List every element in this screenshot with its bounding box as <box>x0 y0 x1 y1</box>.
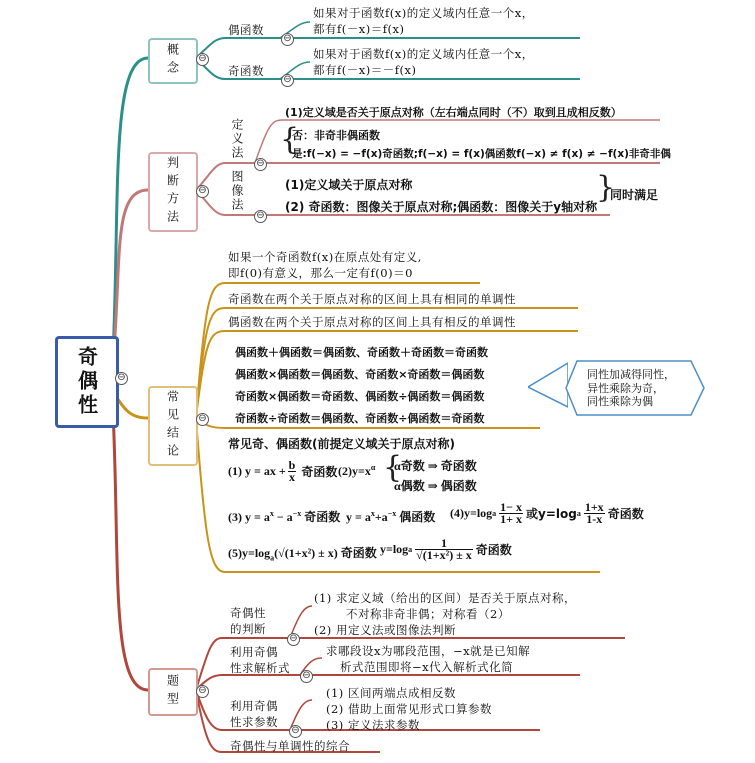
formula-3-type: 奇函数 <box>304 510 341 524</box>
formula-5b-type: 奇函数 <box>475 543 512 557</box>
concept-odd-line1: 如果对于函数f(x)的定义域内任意一个x， <box>313 47 534 61</box>
definition-no: 否：非奇非偶函数 <box>292 129 380 142</box>
formula-5-sub: a <box>270 553 275 563</box>
formula-1-den: x <box>289 470 296 484</box>
definition-condition: (1)定义域是否关于原点对称（左右端点同时（不）取到且成相反数） <box>285 106 622 119</box>
concept-even-label: 偶函数 <box>228 23 264 37</box>
judge-collapse-icon[interactable]: ⊖ <box>287 633 300 646</box>
odd-monotonic: 奇函数在两个关于原点对称的区间上具有相同的单调性 <box>228 292 516 306</box>
concept-odd-collapse-icon[interactable]: ⊖ <box>281 74 294 87</box>
formula-5b-prefix: y=log <box>380 542 409 556</box>
conclusions-node[interactable] <box>148 386 198 466</box>
formula-3b-type: 偶函数 <box>399 510 436 524</box>
formula-5-arg: (√(1+x²) ± x) <box>274 546 338 560</box>
formula-2-exp: α <box>370 463 376 472</box>
conclusions-label: 常见结论 <box>165 390 180 462</box>
method-definition-collapse-icon[interactable]: ⊖ <box>254 158 267 171</box>
expr-label1: 利用奇偶 <box>230 645 278 659</box>
op-rule-1: 偶函数＋偶函数＝偶函数、奇函数＋奇函数＝奇函数 <box>235 346 488 359</box>
formula-3-exp1: x <box>269 509 274 518</box>
formula-4 <box>450 502 644 525</box>
expr-text2: 析式范围即将−x代入解析式化简 <box>340 660 514 674</box>
callout-box <box>565 360 705 416</box>
even-monotonic: 偶函数在两个关于原点对称的区间上具有相反的单调性 <box>228 315 516 329</box>
definition-brace: { <box>280 122 300 157</box>
concept-odd-line2: 都有f(－x)＝－f(x) <box>313 63 417 77</box>
formula-2-brace: { <box>383 450 403 485</box>
concept-even-line2: 都有f(－x)＝f(x) <box>313 22 405 36</box>
formula-5b-sub: a <box>408 545 413 554</box>
conclusions-collapse-icon[interactable]: ⊖ <box>196 413 209 426</box>
expr-text1: 求哪段设x为哪段范围，−x就是已知解 <box>326 644 531 658</box>
methods-collapse-icon[interactable]: ⊖ <box>196 185 209 198</box>
expr-label2: 性求解析式 <box>230 661 290 675</box>
formula-4-den: 1+ x <box>500 512 523 526</box>
formula-5 <box>228 544 377 562</box>
definition-yes: 是:f(−x) = −f(x)奇函数;f(−x) = f(x)偶函数f(−x) ≠ f(x) ≠ −f(x)非奇非偶 <box>292 148 671 160</box>
problems-node[interactable] <box>148 668 198 716</box>
formula-3b-mid: +a <box>374 510 388 524</box>
root-collapse-icon[interactable]: ⊖ <box>115 372 128 385</box>
param-label2: 性求参数 <box>230 715 278 729</box>
concept-node[interactable] <box>148 38 198 84</box>
combined-topic: 奇偶性与单调性的综合 <box>230 739 350 753</box>
formula-3 <box>228 508 340 525</box>
graph-both: 同时满足 <box>610 188 659 202</box>
param-collapse-icon[interactable]: ⊖ <box>289 725 302 738</box>
formula-3b-exp2: −x <box>387 509 397 518</box>
formula-2-case2: α偶数 ⇒ 偶函数 <box>394 479 477 493</box>
formula-4-den2: 1-x <box>586 512 603 526</box>
formula-3b-a: y = a <box>346 510 371 524</box>
formula-5-prefix: (5)y=log <box>228 546 271 560</box>
formula-3-exp2: −x <box>292 509 302 518</box>
graph-item1: (1)定义域关于原点对称 <box>285 178 413 192</box>
formula-3b <box>346 508 435 525</box>
callout-line3: 同性乘除为偶 <box>587 395 653 408</box>
param-step3: (3) 定义法求参数 <box>326 718 420 732</box>
formula-1 <box>228 460 337 483</box>
methods-node[interactable] <box>148 152 198 232</box>
concept-odd-label: 奇函数 <box>228 64 264 78</box>
root-node[interactable] <box>55 336 119 428</box>
problems-label: 题型 <box>165 674 180 710</box>
formula-2 <box>338 463 375 479</box>
callout-pointer <box>528 355 568 415</box>
problems-collapse-icon[interactable]: ⊖ <box>196 685 209 698</box>
root-title: 奇偶性 <box>74 346 99 418</box>
formula-4-num2: 1+x <box>584 500 604 514</box>
op-rule-3: 奇函数×偶函数＝奇函数、偶函数÷偶函数＝偶函数 <box>235 390 485 403</box>
origin-line1: 如果一个奇函数f(x)在原点处有定义, <box>228 250 422 264</box>
formula-1-prefix: (1) y = ax + <box>228 464 286 478</box>
param-label1: 利用奇偶 <box>230 699 278 713</box>
formula-5-type: 奇函数 <box>340 546 377 560</box>
formula-5b-den: √(1+x²) ± x <box>416 548 472 562</box>
op-rule-4: 奇函数÷奇函数＝偶函数、奇函数÷偶函数＝奇函数 <box>235 412 485 425</box>
formula-5b-num: 1 <box>415 538 473 550</box>
expr-collapse-icon[interactable]: ⊖ <box>300 670 313 683</box>
graph-brace: } <box>596 170 616 205</box>
formula-3b-exp1: x <box>370 509 375 518</box>
method-graph-collapse-icon[interactable]: ⊖ <box>254 210 267 223</box>
param-step2: (2) 借助上面常见形式口算参数 <box>326 702 492 716</box>
judge-label2: 的判断 <box>230 622 266 636</box>
callout-line1: 同性加减得同性， <box>587 368 675 381</box>
origin-line2: 即f(0)有意义，那么一定有f(0)＝0 <box>228 266 413 280</box>
judge-label1: 奇偶性 <box>230 606 266 620</box>
judge-step1a: (1) 求定义域（给出的区间）是否关于原点对称， <box>314 591 576 605</box>
formula-1-num: b <box>288 458 296 472</box>
formula-3-mid: − a <box>273 510 293 524</box>
method-graph-label: 图像法 <box>230 170 244 212</box>
concept-label: 概念 <box>165 43 180 79</box>
judge-step1b: 不对称非奇非偶；对称看（2） <box>346 607 510 621</box>
callout-line2: 异性乘除为奇， <box>587 381 664 395</box>
branch-line-concept <box>113 58 148 356</box>
formula-4-type: 奇函数 <box>607 507 644 521</box>
concept-even-line1: 如果对于函数f(x)的定义域内任意一个x， <box>313 6 534 20</box>
formula-2-prefix: (2)y=x <box>338 464 371 478</box>
formula-2-case1: α奇数 ⇒ 奇函数 <box>394 459 477 473</box>
formula-4-num: 1− x <box>500 500 523 514</box>
branch-line-problems <box>113 412 148 690</box>
formula-4-prefix: (4)y=log <box>450 506 493 520</box>
param-step1: (1) 区间两端点成相反数 <box>326 686 456 700</box>
concept-collapse-icon[interactable]: ⊖ <box>196 53 209 66</box>
common-title: 常见奇、偶函数(前提定义域关于原点对称) <box>228 437 455 451</box>
op-rule-2: 偶函数×偶函数＝偶函数、奇函数×奇函数＝偶函数 <box>235 368 485 381</box>
formula-5b <box>380 538 512 561</box>
methods-label: 判断方法 <box>165 156 180 228</box>
formula-4-sub2: a <box>576 509 581 518</box>
formula-4-sub: a <box>492 509 497 518</box>
formula-3-a: (3) y = a <box>228 510 270 524</box>
formula-1-type: 奇函数 <box>301 465 338 479</box>
formula-4-or: 或y=log <box>526 507 577 521</box>
method-definition-label: 定义法 <box>230 118 244 160</box>
judge-step2: (2) 用定义法或图像法判断 <box>314 623 456 637</box>
graph-item2: (2) 奇函数：图像关于原点对称;偶函数：图像关于y轴对称 <box>285 200 598 214</box>
concept-even-collapse-icon[interactable]: ⊖ <box>281 33 294 46</box>
branch-line-methods <box>113 190 148 362</box>
